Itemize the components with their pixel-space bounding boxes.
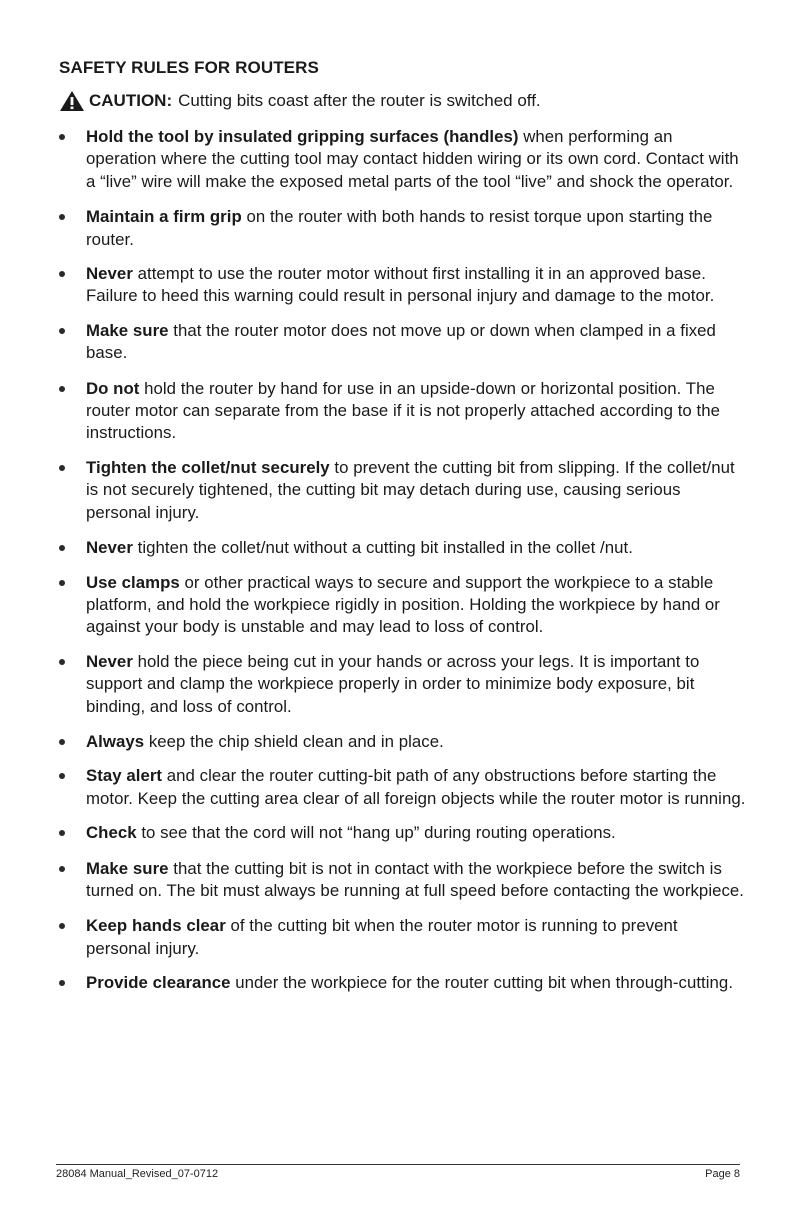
bullet-icon <box>59 773 65 779</box>
rule-text: that the router motor does not move up or down when clamped in a fixed base. <box>86 320 716 363</box>
footer-document-id: 28084 Manual_Revised_07-0712 <box>56 1168 219 1180</box>
rule-text: and clear the router cutting-bit path of any obstructions before starting the motor. Keep the cutting area clear of all foreign objects while the router motor is running. <box>86 766 746 808</box>
rule-item <box>56 822 746 844</box>
rule-item <box>56 457 746 524</box>
bullet-icon <box>59 386 65 392</box>
rule-text: of the cutting bit when the router motor is running to prevent personal injury. <box>86 916 678 958</box>
rule-item <box>56 206 746 251</box>
rule-lead: Keep hands clear <box>86 916 226 936</box>
rule-lead: Hold the tool by insulated gripping surfaces (handles) <box>86 127 519 146</box>
rule-text: attempt to use the router motor without first installing it in an approved base. Failure to heed this warning could result in personal injury and damage to the motor. <box>86 264 715 306</box>
rule-item <box>56 263 746 308</box>
bullet-icon <box>59 580 65 586</box>
rule-text: to prevent the cutting bit from slipping. If the collet/nut is not securely tightened, the cutting bit may detach during use, causing serious personal injury. <box>86 457 735 522</box>
bullet-icon <box>59 980 65 986</box>
caution-label: CAUTION: <box>89 91 173 110</box>
rule-lead: Maintain a firm grip <box>86 207 242 227</box>
bullet-icon <box>59 830 65 836</box>
rule-item <box>56 537 746 559</box>
rule-text: or other practical ways to secure and support the workpiece to a stable platform, and hold the workpiece rigidly in position. Holding the workpiece by hand or against your body is unstable and may lead to loss of control. <box>86 572 720 637</box>
rule-item <box>56 765 746 810</box>
rule-item <box>56 972 746 994</box>
page-title: SAFETY RULES FOR ROUTERS <box>59 58 319 77</box>
rule-item <box>56 126 746 193</box>
bullet-icon <box>59 659 65 665</box>
rule-text: on the router with both hands to resist torque upon starting the router. <box>86 207 713 249</box>
bullet-icon <box>59 866 65 872</box>
bullet-icon <box>59 465 65 471</box>
footer-page-number: Page 8 <box>705 1168 740 1180</box>
rule-lead: Tighten the collet/nut securely <box>86 457 330 477</box>
rule-item <box>56 731 746 753</box>
bullet-icon <box>59 923 65 929</box>
rule-lead: Provide clearance <box>86 973 231 993</box>
rule-lead: Check <box>86 823 137 843</box>
rule-text: hold the router by hand for use in an upside-down or horizontal position. The router motor can separate from the base if it is not properly attached according to the instructions. <box>86 378 720 443</box>
rule-item <box>56 915 746 960</box>
warning-triangle-icon <box>59 90 85 112</box>
rule-lead: Never <box>86 538 133 558</box>
rule-item <box>56 858 746 903</box>
rule-lead: Use clamps <box>86 572 180 592</box>
rule-text: under the workpiece for the router cutting bit when through-cutting. <box>230 973 734 993</box>
footer-divider <box>56 1164 740 1165</box>
bullet-icon <box>59 214 65 220</box>
rule-lead: Never <box>86 264 133 284</box>
rule-lead: Make sure <box>86 858 169 878</box>
rule-item <box>56 378 746 445</box>
rule-lead: Make sure <box>86 320 169 340</box>
rule-text: to see that the cord will not “hang up” during routing operations. <box>136 823 616 843</box>
rule-lead: Do not <box>86 378 140 398</box>
rule-item <box>56 651 746 718</box>
rule-lead: Stay alert <box>86 766 163 786</box>
bullet-icon <box>59 271 65 277</box>
safety-rules-list <box>56 126 746 995</box>
rule-lead: Never <box>86 651 133 671</box>
bullet-icon <box>59 134 65 140</box>
rule-text: tighten the collet/nut without a cutting bit installed in the collet /nut. <box>132 538 633 558</box>
bullet-icon <box>59 545 65 551</box>
bullet-icon <box>59 739 65 745</box>
bullet-icon <box>59 328 65 334</box>
rule-text: keep the chip shield clean and in place. <box>144 731 444 751</box>
rule-item <box>56 320 746 365</box>
rule-item <box>56 572 746 639</box>
caution-text: Cutting bits coast after the router is switched off. <box>178 91 541 110</box>
caution-notice <box>59 90 541 112</box>
rule-text: that the cutting bit is not in contact with the workpiece before the switch is turned on. The bit must always be running at full speed before contacting the workpiece. <box>86 858 745 900</box>
rule-text: hold the piece being cut in your hands or across your legs. It is important to support and clamp the workpiece properly in order to minimize body exposure, bit binding, and loss of control. <box>86 651 700 716</box>
rule-lead: Always <box>86 731 145 751</box>
rule-text: when performing an operation where the cutting tool may contact hidden wiring or its own cord. Contact with a “live” wire will make the exposed metal parts of the tool “live” and shock the operator. <box>86 127 739 191</box>
